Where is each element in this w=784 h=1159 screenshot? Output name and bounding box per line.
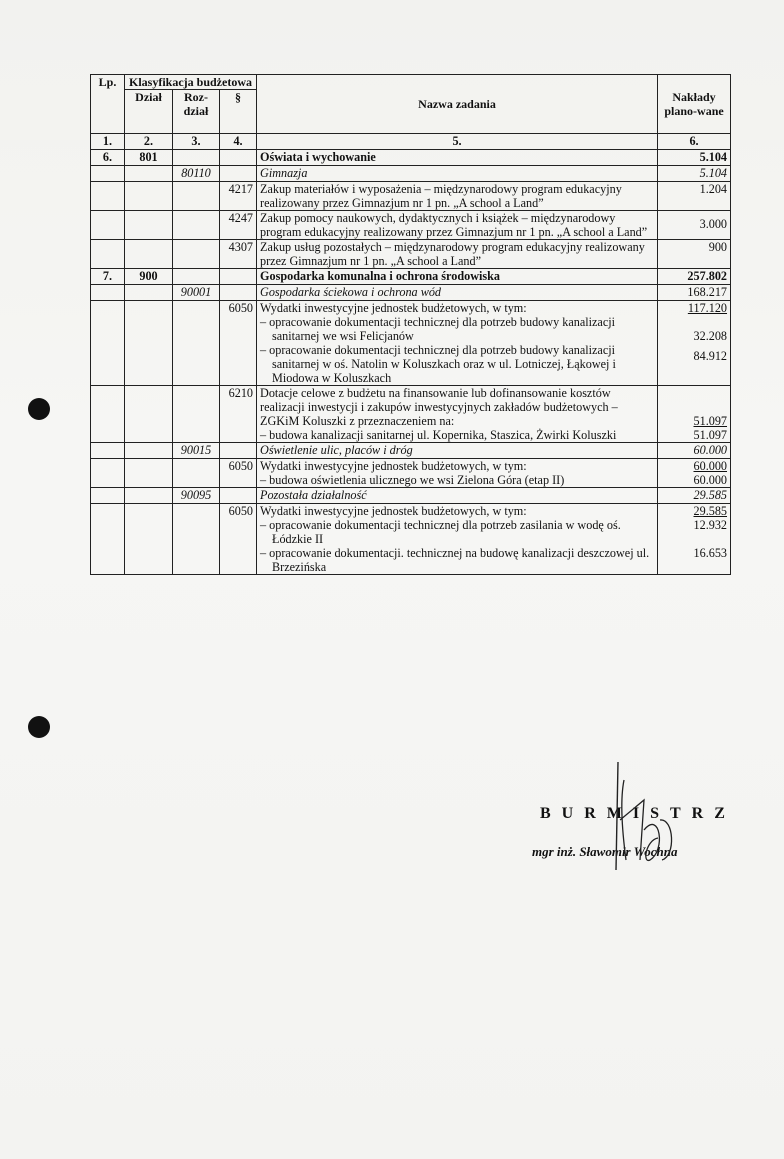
signatory-name: mgr inż. Sławomir Wochna <box>532 844 678 859</box>
amount-sub: 60.000 <box>693 473 728 487</box>
row-name: Pozostała działalność <box>257 488 658 504</box>
row-paragraf: 6210 <box>220 386 257 443</box>
punch-hole <box>28 398 50 420</box>
row-amount: 257.802 <box>658 269 731 285</box>
amount-sub: 51.097 <box>693 428 728 442</box>
row-name: Oświata i wychowanie <box>257 150 658 166</box>
subsection-row <box>91 285 731 301</box>
row-amount <box>658 504 731 575</box>
row-amount <box>658 459 731 488</box>
col-num: 5. <box>257 134 658 150</box>
row-paragraf: 4247 <box>220 211 257 240</box>
row-name: Zakup materiałów i wyposażenia – międzynarodowy program edukacyjny realizowany przez Gimnazjum nr 1 pn. „A school a Land” <box>257 182 658 211</box>
amount-total: 29.585 <box>693 504 728 518</box>
amount-total: 117.120 <box>687 301 728 315</box>
row-paragraf: 4307 <box>220 240 257 269</box>
row-paragraf: 6050 <box>220 459 257 488</box>
sub-item-text: – opracowanie dokumentacji technicznej dla potrzeb budowy kanalizacji sanitarnej w oś. Natolin w Koluszkach oraz w ul. Lotniczej, Łąkowej i Miodowa w Koluszkach <box>260 343 616 385</box>
amount-sub: 12.932 <box>693 518 728 532</box>
header-lp: Lp. <box>91 75 125 134</box>
row-rozdzial: 90015 <box>173 443 220 459</box>
row-amount: 900 <box>658 240 731 269</box>
sub-item-text: – budowa oświetlenia ulicznego we wsi Zielona Góra (etap II) <box>260 473 565 487</box>
item-row <box>91 386 731 443</box>
sub-item-text: – opracowanie dokumentacji technicznej dla potrzeb zasilania w wodę oś. Łódzkie II <box>260 518 621 546</box>
row-amount <box>658 301 731 386</box>
amount-sub: 84.912 <box>693 349 728 363</box>
row-name: Zakup usług pozostałych – międzynarodowy program edukacyjny realizowany przez Gimnazjum nr 1 pn. „A school a Land” <box>257 240 658 269</box>
header-dzial: Dział <box>125 90 173 134</box>
item-text: Wydatki inwestycyjne jednostek budżetowych, w tym: <box>260 301 527 315</box>
row-name <box>257 301 658 386</box>
row-amount: 60.000 <box>658 443 731 459</box>
signature-block <box>530 760 736 900</box>
amount-sub: 32.208 <box>693 329 728 343</box>
row-amount <box>658 386 731 443</box>
section-row <box>91 150 731 166</box>
sub-item-text: – opracowanie dokumentacji. technicznej na budowę kanalizacji deszczowej ul. Brzezińska <box>260 546 650 574</box>
row-amount: 3.000 <box>658 211 731 240</box>
item-text: Dotacje celowe z budżetu na finansowanie lub dofinansowanie kosztów realizacji inwestycji i zakupów inwestycyjnych zakładów budżetowych – ZGKiM Koluszki z przeznaczeniem na: <box>260 386 618 428</box>
punch-hole <box>28 716 50 738</box>
handwritten-signature-icon <box>600 760 710 890</box>
row-amount: 5.104 <box>658 150 731 166</box>
amount-total: 60.000 <box>693 459 728 473</box>
item-row <box>91 504 731 575</box>
subsection-row <box>91 166 731 182</box>
section-row <box>91 269 731 285</box>
item-row <box>91 211 731 240</box>
item-text: Wydatki inwestycyjne jednostek budżetowych, w tym: <box>260 504 527 518</box>
row-name <box>257 459 658 488</box>
row-lp: 6. <box>91 150 125 166</box>
item-row <box>91 182 731 211</box>
col-num: 1. <box>91 134 125 150</box>
header-planned: Nakłady plano-wane <box>658 75 731 134</box>
sub-item-text: – budowa kanalizacji sanitarnej ul. Kopernika, Staszica, Żwirki Koluszki <box>260 428 617 442</box>
sub-item-text: – opracowanie dokumentacji technicznej dla potrzeb budowy kanalizacji sanitarnej we wsi Felicjanów <box>260 315 616 343</box>
row-name: Zakup pomocy naukowych, dydaktycznych i książek – międzynarodowy program edukacyjny realizowany przez Gimnazjum nr 1 pn. „A school a Land” <box>257 211 658 240</box>
item-row <box>91 240 731 269</box>
row-amount: 1.204 <box>658 182 731 211</box>
header-task-name: Nazwa zadania <box>257 75 658 134</box>
row-paragraf: 6050 <box>220 504 257 575</box>
row-paragraf: 4217 <box>220 182 257 211</box>
header-rozdzial: Roz-dział <box>173 90 220 134</box>
row-name: Gospodarka ściekowa i ochrona wód <box>257 285 658 301</box>
row-rozdzial: 80110 <box>173 166 220 182</box>
row-paragraf: 6050 <box>220 301 257 386</box>
row-amount: 29.585 <box>658 488 731 504</box>
row-rozdzial: 90001 <box>173 285 220 301</box>
header-paragraf: § <box>220 90 257 134</box>
subsection-row <box>91 488 731 504</box>
header-row-1 <box>91 75 731 90</box>
row-amount: 168.217 <box>658 285 731 301</box>
amount-total: 51.097 <box>693 414 728 428</box>
subsection-row <box>91 443 731 459</box>
budget-table <box>90 74 731 575</box>
item-row <box>91 301 731 386</box>
row-amount: 5.104 <box>658 166 731 182</box>
col-num: 6. <box>658 134 731 150</box>
col-num: 4. <box>220 134 257 150</box>
col-num: 3. <box>173 134 220 150</box>
row-name: Oświetlenie ulic, placów i dróg <box>257 443 658 459</box>
row-name <box>257 386 658 443</box>
col-num: 2. <box>125 134 173 150</box>
row-rozdzial: 90095 <box>173 488 220 504</box>
row-dzial: 801 <box>125 150 173 166</box>
amount-sub: 16.653 <box>693 546 728 560</box>
item-text: Wydatki inwestycyjne jednostek budżetowych, w tym: <box>260 459 527 473</box>
row-name: Gospodarka komunalna i ochrona środowiska <box>257 269 658 285</box>
row-name: Gimnazja <box>257 166 658 182</box>
header-classification: Klasyfikacja budżetowa <box>125 75 257 90</box>
row-dzial: 900 <box>125 269 173 285</box>
column-numbers-row <box>91 134 731 150</box>
signatory-title: BURMISTRZ <box>540 805 736 822</box>
item-row <box>91 459 731 488</box>
row-name <box>257 504 658 575</box>
row-lp: 7. <box>91 269 125 285</box>
